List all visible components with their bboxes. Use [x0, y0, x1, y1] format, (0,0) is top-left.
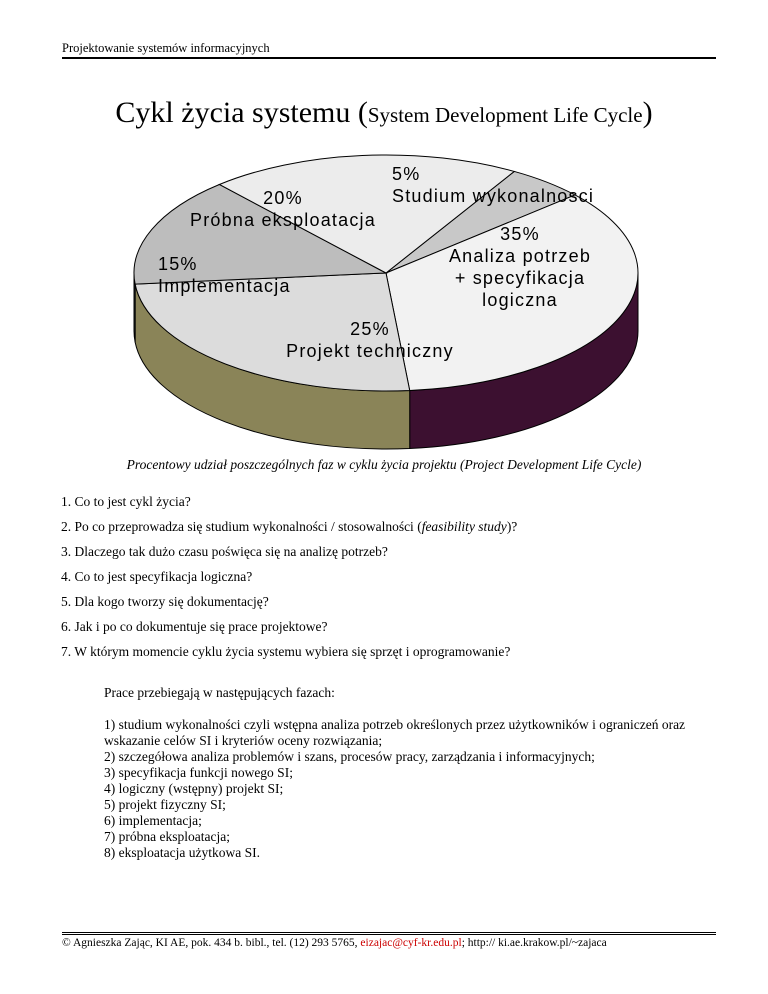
pie-label-text: logiczna [482, 290, 558, 310]
pie-label-text: Próbna eksploatacja [190, 210, 376, 230]
pie-label-text: Analiza potrzeb [448, 246, 592, 266]
question-text: 6. Jak i po co dokumentuje się prace projektowe? [61, 619, 328, 634]
header-text: Projektowanie systemów informacyjnych [62, 41, 270, 55]
page-footer [62, 932, 716, 949]
question-item [61, 494, 741, 519]
question-text: 4. Co to jest specyfikacja logiczna? [61, 569, 253, 584]
question-item [61, 619, 741, 644]
pie-label-text: Studium wykonalnosci [392, 186, 595, 206]
title-main: Cykl życia systemu ( [115, 96, 368, 129]
pie-label-pct: 5% [392, 164, 421, 184]
title-close: ) [642, 96, 653, 129]
pie-label-text: + specyfikacja [454, 268, 586, 288]
page-title [0, 96, 768, 130]
phase-item: 8) eksploatacja użytkowa SI. [104, 845, 260, 860]
phases-section [104, 685, 724, 861]
chart-caption: Procentowy udział poszczególnych faz w cyklu życia projektu (Project Development Life Cycle) [126, 457, 642, 472]
phase-item: 1) studium wykonalności czyli wstępna analiza potrzeb określonych przez użytkowników i ograniczeń oraz wskazanie celów SI i kryteriów oceny rozwiązania; [104, 717, 686, 748]
pie-label-pct: 35% [500, 224, 540, 244]
question-item [61, 594, 741, 619]
pie-chart-svg [0, 140, 768, 450]
pie-label-pct: 20% [263, 188, 303, 208]
footer-suffix: ; http:// ki.ae.krakow.pl/~zajaca [461, 937, 607, 949]
phase-item: 4) logiczny (wstępny) projekt SI; [104, 781, 284, 796]
questions-list [61, 494, 741, 669]
question-text: 7. W którym momencie cyklu życia systemu wybiera się sprzęt i oprogramowanie? [61, 644, 511, 659]
pie-label-pct: 25% [350, 319, 390, 339]
question-item [61, 519, 741, 544]
phase-item: 6) implementacja; [104, 813, 202, 828]
title-sub: System Development Life Cycle [367, 103, 643, 127]
phase-item: 7) próbna eksploatacja; [104, 829, 230, 844]
footer-email-link[interactable]: eizajac@cyf-kr.edu.pl [360, 937, 462, 949]
question-item [61, 569, 741, 594]
question-text: 5. Dla kogo tworzy się dokumentację? [61, 594, 269, 609]
phases-intro: Prace przebiegają w następujących fazach: [104, 685, 335, 700]
question-text: 3. Dlaczego tak dużo czasu poświęca się na analizę potrzeb? [61, 544, 388, 559]
pie-label-text: Projekt techniczny [286, 341, 454, 361]
footer-prefix: © Agnieszka Zając, KI AE, pok. 434 b. bibl., tel. (12) 293 5765, [62, 937, 361, 949]
question-item [61, 644, 741, 669]
question-text-prefix: 2. Po co przeprowadza się studium wykonalności / stosowalności (feasibility study)? [61, 519, 518, 534]
pie-label-pct: 15% [158, 254, 198, 274]
question-item [61, 544, 741, 569]
phase-item: 3) specyfikacja funkcji nowego SI; [104, 765, 293, 780]
pie-label-text: Implementacja [158, 276, 291, 296]
question-text: 1. Co to jest cykl życia? [61, 494, 191, 509]
phases-list [104, 717, 724, 861]
phase-item: 2) szczegółowa analiza problemów i szans, procesów pracy, zarządzania i informacyjnych; [104, 749, 595, 764]
pie-chart [0, 140, 768, 450]
question-italic-term: feasibility study [421, 519, 507, 534]
page-header [62, 40, 716, 59]
phase-item: 5) projekt fizyczny SI; [104, 797, 226, 812]
